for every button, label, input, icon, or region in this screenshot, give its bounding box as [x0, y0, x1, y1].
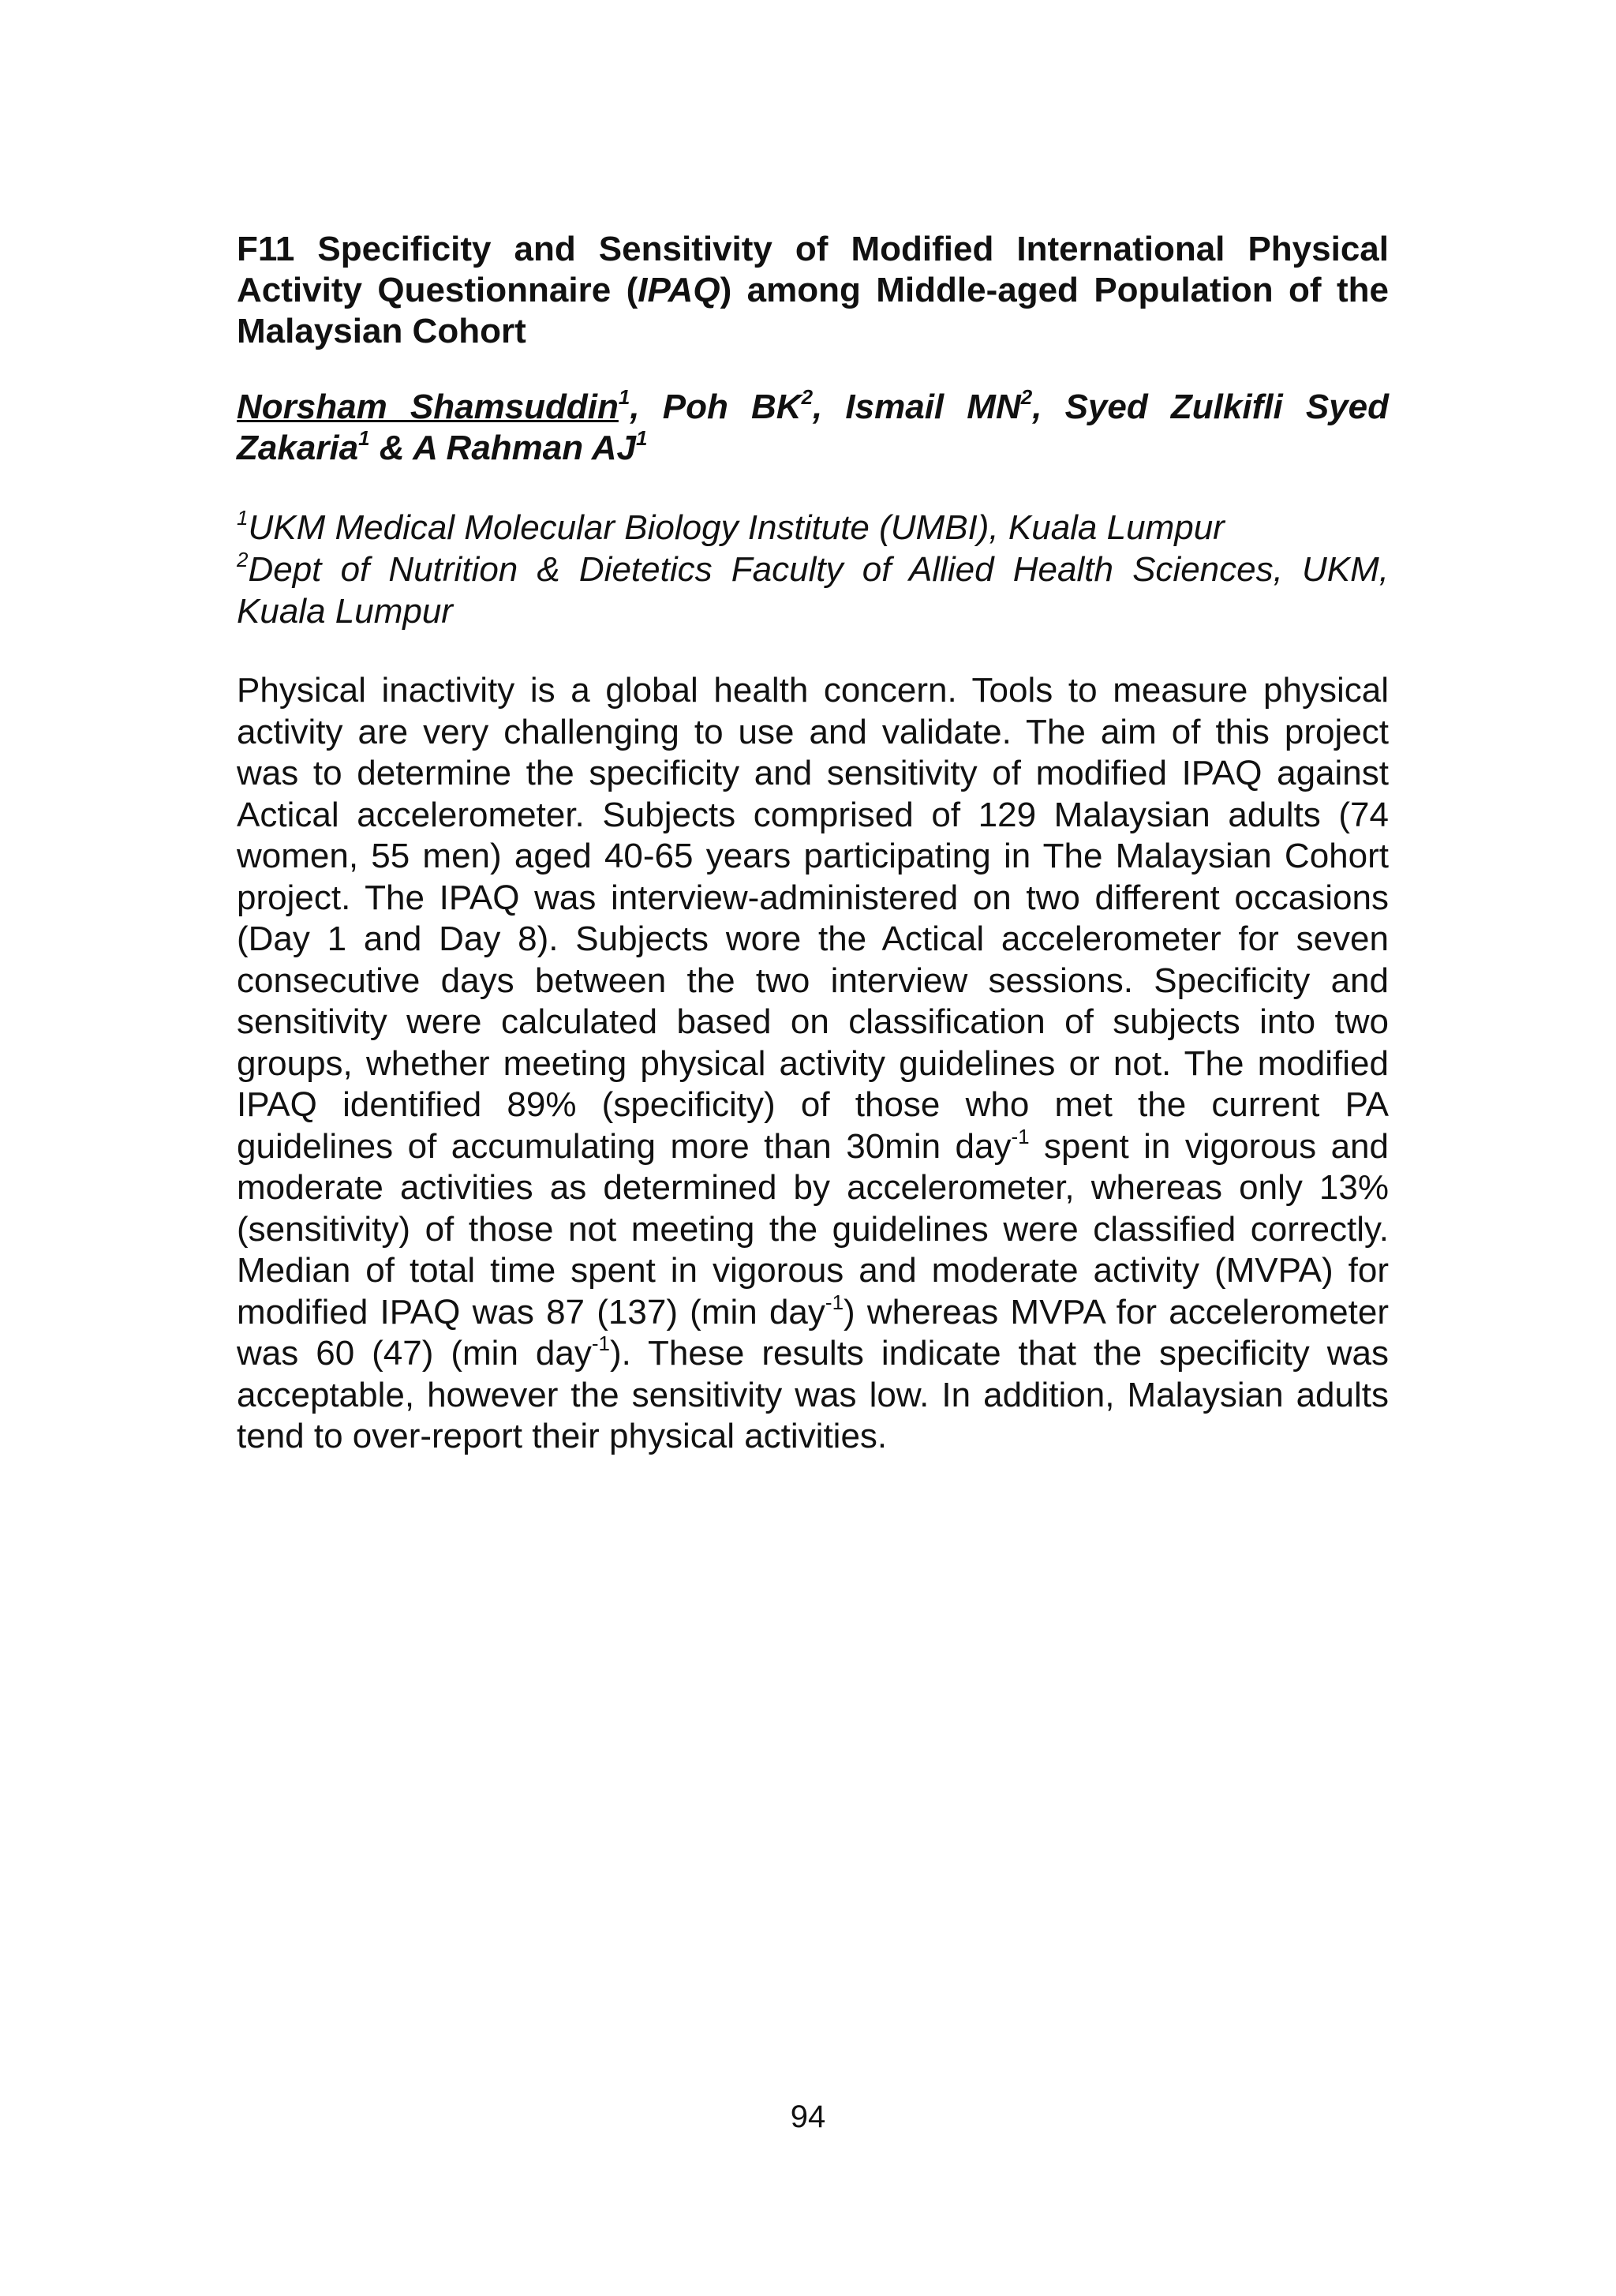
abstract-text: spent in vigorous and moderate activities as determined by accelerometer, whereas only 13% (sensitivity) of those not meeting the guidelines were classified correctly. Median of total time spent in vigorous and moderate activity (MVPA) for modified IPAQ was 87 (137) (min day — [237, 1126, 1389, 1332]
author-affiliation-mark: 1 — [358, 426, 370, 450]
unit-exponent: -1 — [1011, 1124, 1030, 1148]
title-text-italic: IPAQ — [638, 271, 720, 309]
affiliation-item — [237, 507, 1389, 549]
unit-exponent: -1 — [591, 1332, 610, 1355]
affiliation-text: Dept of Nutrition & Dietetics Faculty of Allied Health Sciences, UKM, Kuala Lumpur — [237, 550, 1389, 631]
affiliation-text: UKM Medical Molecular Biology Institute (UMBI), Kuala Lumpur — [248, 508, 1225, 547]
paper-title — [237, 229, 1389, 352]
abstract-text: Physical inactivity is a global health concern. Tools to measure physical activity are very challenging to use and validate. The aim of this project was to determine the specificity and sensitivity of modified IPAQ against Actical accelerometer. Subjects comprised of 129 Malaysian adults (74 women, 55 men) aged 40-65 years participating in The Malaysian Cohort project. The IPAQ was interview-administered on two different occasions (Day 1 and Day 8). Subjects wore the Actical accelerometer for seven consecutive days between the two interview sessions. Specificity and sensitivity were calculated based on classification of subjects into two groups, whether meeting physical activity guidelines or not. The modified IPAQ identified 89% (specificity) of those who met the current PA guidelines of accumulating more than 30min day — [237, 671, 1389, 1166]
author-name: , Poh BK — [630, 388, 802, 426]
abstract-text: ). These results indicate that the specificity was acceptable, however the sensitivity was low. In addition, Malaysian adults tend to over-report their physical activities. — [237, 1334, 1389, 1455]
author-name: , Syed Zulkifli Syed Zakaria — [237, 388, 1389, 467]
affiliation-number: 1 — [237, 506, 249, 530]
author-affiliation-mark: 2 — [1020, 385, 1033, 409]
author-affiliation-mark: 2 — [801, 385, 814, 409]
page-number: 94 — [790, 2099, 826, 2134]
abstract-text: ) whereas MVPA for accelerometer was 60 (47) (min day — [237, 1292, 1389, 1373]
author-affiliation-mark: 1 — [635, 426, 648, 450]
title-text-part2: ) among Middle-aged Population of the Malaysian Cohort — [237, 271, 1389, 350]
author-list — [237, 387, 1389, 469]
affiliation-number: 2 — [237, 548, 249, 571]
author-presenter: Norsham Shamsuddin — [237, 388, 619, 426]
affiliation-item — [237, 549, 1389, 632]
abstract-body — [237, 670, 1389, 1458]
affiliation-list — [237, 507, 1389, 632]
author-name: , Ismail MN — [813, 388, 1021, 426]
unit-exponent: -1 — [825, 1290, 844, 1314]
author-affiliation-mark: 1 — [618, 385, 630, 409]
title-text-part1: F11 Specificity and Sensitivity of Modified International Physical Activity Questionnaire ( — [237, 230, 1389, 309]
author-name: & A Rahman AJ — [369, 429, 636, 467]
abstract-page — [237, 229, 1389, 1493]
